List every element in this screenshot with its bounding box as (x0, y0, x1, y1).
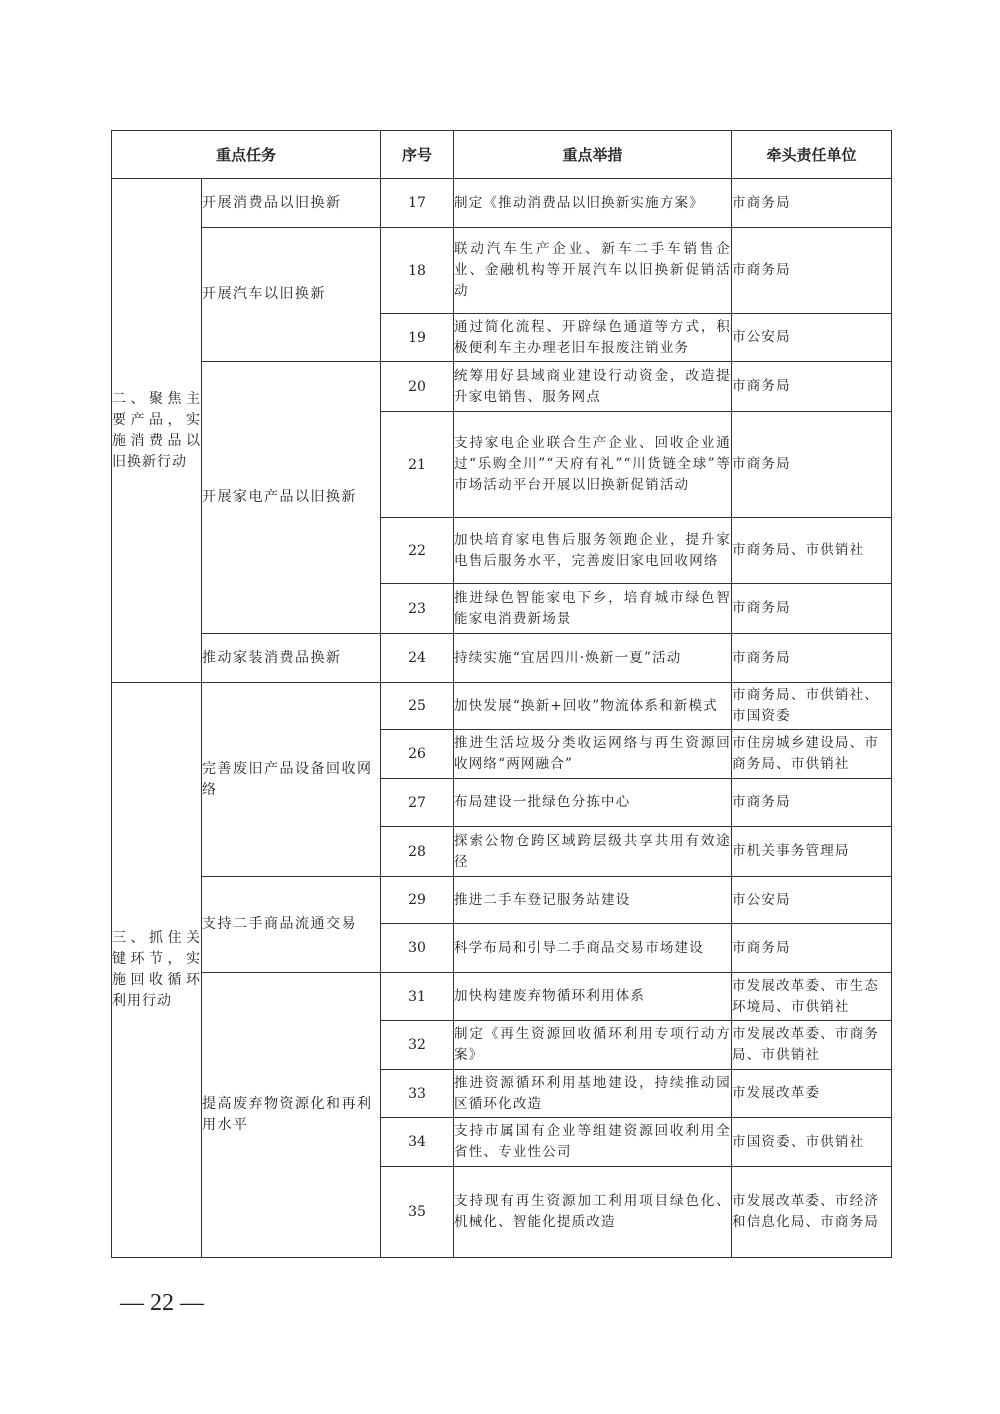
row-number: 30 (381, 924, 454, 973)
subtask-cell: 完善废旧产品设备回收网络 (202, 683, 381, 877)
row-unit: 市商务局 (732, 412, 892, 518)
header-lead-unit: 牵头责任单位 (732, 131, 892, 179)
row-unit: 市发展改革委、市商务局、市供销社 (732, 1021, 892, 1070)
row-number: 34 (381, 1118, 454, 1167)
row-unit: 市商务局、市供销社 (732, 518, 892, 584)
table-row (112, 973, 892, 1021)
row-unit: 市商务局 (732, 362, 892, 412)
table-row (112, 877, 892, 924)
row-number: 29 (381, 877, 454, 924)
row-unit: 市商务局 (732, 584, 892, 634)
row-number: 21 (381, 412, 454, 518)
row-number: 33 (381, 1070, 454, 1118)
row-measure: 联动汽车生产企业、新车二手车销售企业、金融机构等开展汽车以旧换新促销活动 (454, 228, 732, 314)
row-measure: 推进绿色智能家电下乡，培育城市绿色智能家电消费新场景 (454, 584, 732, 634)
row-measure: 加快培育家电售后服务领跑企业，提升家电售后服务水平，完善废旧家电回收网络 (454, 518, 732, 584)
table-row (112, 179, 892, 228)
row-measure: 制定《再生资源回收循环利用专项行动方案》 (454, 1021, 732, 1070)
row-number: 25 (381, 683, 454, 730)
table-row (112, 228, 892, 314)
table-header-row (112, 131, 892, 179)
row-unit: 市国资委、市供销社 (732, 1118, 892, 1167)
row-number: 35 (381, 1167, 454, 1258)
row-unit: 市商务局 (732, 228, 892, 314)
row-number: 20 (381, 362, 454, 412)
category-cell: 三、抓住关键环节，实施回收循环利用行动 (112, 683, 202, 1258)
row-unit: 市商务局 (732, 779, 892, 827)
row-measure: 加快构建废弃物循环利用体系 (454, 973, 732, 1021)
row-unit: 市商务局、市供销社、市国资委 (732, 683, 892, 730)
table-row (112, 634, 892, 683)
row-measure: 统筹用好县域商业建设行动资金，改造提升家电销售、服务网点 (454, 362, 732, 412)
subtask-cell: 支持二手商品流通交易 (202, 877, 381, 973)
subtask-cell: 推动家装消费品换新 (202, 634, 381, 683)
table-row (112, 683, 892, 730)
task-table (111, 130, 892, 1258)
row-measure: 支持现有再生资源加工利用项目绿色化、机械化、智能化提质改造 (454, 1167, 732, 1258)
row-measure: 持续实施“宜居四川·焕新一夏”活动 (454, 634, 732, 683)
table-row (112, 362, 892, 412)
subtask-cell: 提高废弃物资源化和再利用水平 (202, 973, 381, 1258)
row-number: 23 (381, 584, 454, 634)
row-unit: 市商务局 (732, 634, 892, 683)
row-number: 24 (381, 634, 454, 683)
row-measure: 支持家电企业联合生产企业、回收企业通过“乐购全川”“天府有礼”“川货链全球”等市场活动平台开展以旧换新促销活动 (454, 412, 732, 518)
row-measure: 布局建设一批绿色分拣中心 (454, 779, 732, 827)
row-number: 19 (381, 314, 454, 362)
row-unit: 市发展改革委 (732, 1070, 892, 1118)
row-measure: 加快发展“换新+回收”物流体系和新模式 (454, 683, 732, 730)
header-key-task: 重点任务 (112, 131, 381, 179)
row-number: 26 (381, 730, 454, 779)
subtask-cell: 开展家电产品以旧换新 (202, 362, 381, 634)
row-measure: 科学布局和引导二手商品交易市场建设 (454, 924, 732, 973)
row-measure: 推进生活垃圾分类收运网络与再生资源回收网络“两网融合” (454, 730, 732, 779)
row-unit: 市公安局 (732, 314, 892, 362)
row-unit: 市公安局 (732, 877, 892, 924)
row-number: 22 (381, 518, 454, 584)
row-measure: 制定《推动消费品以旧换新实施方案》 (454, 179, 732, 228)
category-cell: 二、聚焦主要产品，实施消费品以旧换新行动 (112, 179, 202, 683)
row-unit: 市发展改革委、市经济和信息化局、市商务局 (732, 1167, 892, 1258)
page-number: — 22 — (120, 1290, 204, 1316)
header-number: 序号 (381, 131, 454, 179)
subtask-cell: 开展汽车以旧换新 (202, 228, 381, 362)
row-number: 17 (381, 179, 454, 228)
row-measure: 探索公物仓跨区域跨层级共享共用有效途径 (454, 827, 732, 877)
row-number: 27 (381, 779, 454, 827)
header-measure: 重点举措 (454, 131, 732, 179)
row-unit: 市发展改革委、市生态环境局、市供销社 (732, 973, 892, 1021)
row-measure: 推进资源循环利用基地建设，持续推动园区循环化改造 (454, 1070, 732, 1118)
row-measure: 通过简化流程、开辟绿色通道等方式，积极便利车主办理老旧车报废注销业务 (454, 314, 732, 362)
row-number: 18 (381, 228, 454, 314)
row-number: 28 (381, 827, 454, 877)
row-measure: 支持市属国有企业等组建资源回收利用全省性、专业性公司 (454, 1118, 732, 1167)
row-unit: 市住房城乡建设局、市商务局、市供销社 (732, 730, 892, 779)
row-unit: 市机关事务管理局 (732, 827, 892, 877)
row-unit: 市商务局 (732, 924, 892, 973)
row-measure: 推进二手车登记服务站建设 (454, 877, 732, 924)
row-number: 32 (381, 1021, 454, 1070)
row-number: 31 (381, 973, 454, 1021)
subtask-cell: 开展消费品以旧换新 (202, 179, 381, 228)
row-unit: 市商务局 (732, 179, 892, 228)
